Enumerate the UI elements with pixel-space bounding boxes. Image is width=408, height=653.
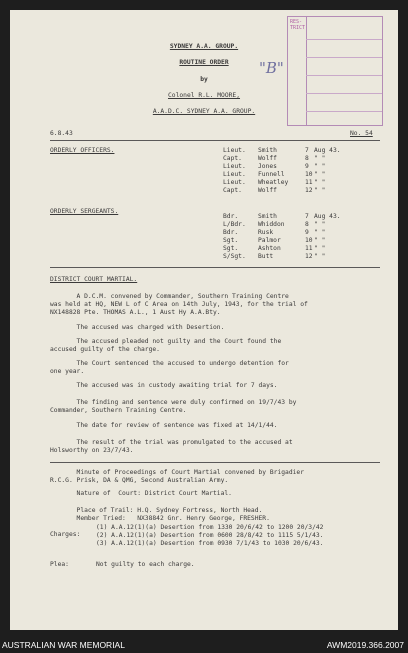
officer-row-day: 11 — [305, 179, 313, 186]
officer-row-rank: Lieut. — [223, 163, 246, 170]
minute-nature: Nature of Court: District Court Martial. — [50, 490, 232, 497]
sergeant-row-day: 8 — [305, 221, 309, 228]
officer-row-month: " " — [314, 155, 326, 162]
sergeant-row-month: " " — [314, 221, 326, 228]
sergeant-row-day: 12 — [305, 253, 313, 260]
officer-row-name: Jones — [258, 163, 277, 170]
sergeant-row-month: " " — [314, 229, 326, 236]
court-paragraph: The accused was charged with Desertion. — [50, 324, 225, 331]
officer-row-name: Wolff — [258, 187, 277, 194]
orderly-officers-heading: ORDERLY OFFICERS. — [50, 147, 115, 154]
header-routine-order: ROUTINE ORDER — [179, 59, 229, 66]
sergeant-row-month: " " — [314, 237, 326, 244]
officer-row-day: 10 — [305, 171, 313, 178]
officer-row-name: Funnell — [258, 171, 285, 178]
order-number: No. 54 — [350, 130, 373, 137]
charge-3: (3) A.A.12(1)(a) Desertion from 0930 7/1/43 to 1030 20/6/43. — [96, 540, 324, 547]
footer-source: AUSTRALIAN WAR MEMORIAL — [2, 640, 125, 650]
sergeant-row-day: 10 — [305, 237, 313, 244]
sergeant-row-day: 11 — [305, 245, 313, 252]
sergeant-row-name: Rusk — [258, 229, 274, 236]
order-date: 6.8.43 — [50, 130, 73, 137]
stamp-text: RES- TRICT — [290, 19, 306, 31]
officer-row-day: 12 — [305, 187, 313, 194]
officer-row-rank: Lieut. — [223, 171, 246, 178]
sergeant-row-name: Butt — [258, 253, 274, 260]
officer-row-name: Smith — [258, 147, 277, 154]
charge-1: (1) A.A.12(1)(a) Desertion from 1330 20/6/42 to 1200 20/3/42 — [96, 524, 324, 531]
minute-intro: Minute of Proceedings of Court Martial convened by Brigadier R.C.G. Prisk, DA & QMG, Second Australian Army. — [50, 469, 305, 484]
court-paragraph: The date for review of sentence was fixed at 14/1/44. — [50, 422, 278, 429]
sergeant-row-rank: L/Bdr. — [223, 221, 246, 228]
header-by: by — [200, 76, 208, 83]
officer-row-month: " " — [314, 163, 326, 170]
header-group-title: SYDNEY A.A. GROUP. — [169, 43, 239, 50]
minute-place-member: Place of Trail: H.Q. Sydney Fortress, North Head. Member Tried: NX38842 Gnr. Henry George, FRESHER. — [76, 507, 270, 522]
officer-row-day: 8 — [305, 155, 309, 162]
court-paragraph: The finding and sentence were duly confirmed on 19/7/43 by Commander, Southern Training Centre. — [50, 399, 297, 414]
charges-label: Charges: — [50, 531, 81, 538]
officer-row-month: " " — [314, 171, 326, 178]
orderly-sergeants-heading: ORDERLY SERGEANTS. — [50, 208, 119, 215]
officer-row-rank: Lieut. — [223, 147, 246, 154]
sergeant-row-name: Ashton — [258, 245, 281, 252]
sergeant-row-day: 9 — [305, 229, 309, 236]
sergeant-row-rank: Sgt. — [223, 237, 239, 244]
sergeant-row-month: " " — [314, 245, 326, 252]
sergeant-row-rank: S/Sgt. — [223, 253, 246, 260]
court-paragraph: The Court sentenced the accused to undergo detention for one year. — [50, 360, 289, 375]
sergeant-row-rank: Bdr. — [223, 213, 239, 220]
footer-accession-number: AWM2019.366.2007 — [326, 640, 404, 650]
officer-row-month: " " — [314, 187, 326, 194]
sergeant-row-name: Smith — [258, 213, 277, 220]
minute-rule — [50, 462, 380, 463]
officer-row-rank: Lieut. — [223, 179, 246, 186]
footer-bar — [0, 638, 408, 653]
plea-text: Not guilty to each charge. — [96, 561, 195, 568]
sergeant-row-month: " " — [314, 253, 326, 260]
sergeant-row-name: Whiddon — [258, 221, 285, 228]
officer-row-rank: Capt. — [223, 155, 242, 162]
officer-row-month: Aug 43. — [314, 147, 341, 154]
plea-label: Plea: — [50, 561, 69, 568]
sergeant-row-day: 7 — [305, 213, 309, 220]
header-aadc: A.A.D.C. SYDNEY A.A. GROUP. — [152, 108, 256, 115]
header-rule — [50, 140, 380, 141]
sergeant-row-month: Aug 43. — [314, 213, 341, 220]
court-paragraph: The result of the trial was promulgated to the accused at Holsworthy on 23/7/43. — [50, 439, 293, 454]
court-paragraph: The accused pleaded not guilty and the Court found the accused guilty of the charge. — [50, 338, 282, 353]
sergeant-row-rank: Sgt. — [223, 245, 239, 252]
court-paragraph: A D.C.M. convened by Commander, Southern Training Centre was held at HQ, NEW L of C Area on 14th July, 1943, for the trial of NX148828 Pte. THOMAS A.L., 1 Aust Hy A.A.Bty. — [50, 293, 308, 316]
officer-row-name: Wolff — [258, 155, 277, 162]
court-martial-heading: DISTRICT COURT MARTIAL. — [50, 276, 138, 283]
sergeant-row-rank: Bdr. — [223, 229, 239, 236]
sergeant-row-name: Palmor — [258, 237, 281, 244]
document-page — [10, 10, 398, 630]
section-rule — [50, 267, 380, 268]
header-colonel: Colonel R.L. MOORE, — [167, 92, 241, 99]
officer-row-month: " " — [314, 179, 326, 186]
officer-row-rank: Capt. — [223, 187, 242, 194]
charge-2: (2) A.A.12(1)(a) Desertion from 0600 28/8/42 to 1115 5/1/43. — [96, 532, 324, 539]
handwritten-mark: "B" — [259, 59, 284, 77]
officer-row-day: 9 — [305, 163, 309, 170]
officer-row-name: Wheatley — [258, 179, 289, 186]
officer-row-day: 7 — [305, 147, 309, 154]
court-paragraph: The accused was in custody awaiting trial for 7 days. — [50, 382, 278, 389]
